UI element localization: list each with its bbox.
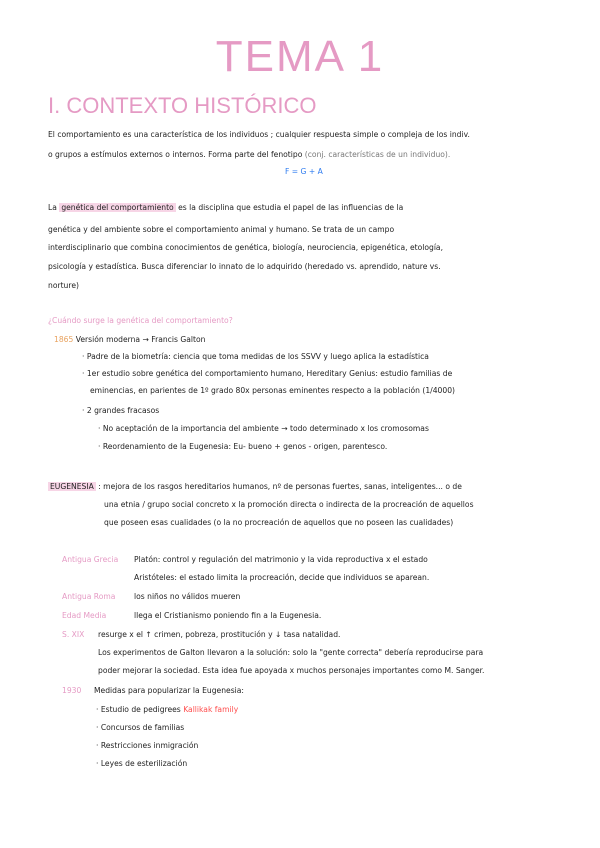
year-label: 1865 <box>54 335 74 344</box>
timeline-entry <box>54 335 205 344</box>
measure-text: Estudio de pedigrees <box>100 705 181 714</box>
entry-text: Versión moderna → Francis Galton <box>75 335 206 344</box>
paragraph-line <box>48 150 450 159</box>
era-label: 1930 <box>62 686 82 695</box>
paragraph-text: La <box>48 203 57 212</box>
measure-item <box>96 705 238 714</box>
highlighted-term: genética del comportamiento <box>61 203 174 212</box>
bullet-item: · Padre de la biometría: ciencia que toma medidas de los SSVV y luego aplica la estadística <box>82 352 429 361</box>
era-text: Platón: control y regulación del matrimonio y la vida reproductiva x el estado <box>134 555 428 564</box>
definition-line: una etnia / grupo social concreto x la promoción directa o indirecta de la procreación de aquellos <box>104 500 474 509</box>
era-label: S. XIX <box>62 630 85 639</box>
paragraph-line: norture) <box>48 281 79 290</box>
era-text: Aristóteles: el estado limita la procreación, decide que individuos se aparean. <box>134 573 430 582</box>
measure-extra: Kallikak family <box>183 705 239 714</box>
paragraph-text: es la disciplina que estudia el papel de las influencias de la <box>178 203 404 212</box>
measure-item: · Leyes de esterilización <box>96 759 187 768</box>
paragraph-line <box>48 203 403 212</box>
era-label: Antigua Roma <box>62 592 116 601</box>
paragraph-note: (conj. características de un individuo). <box>304 150 451 159</box>
paragraph-line: interdisciplinario que combina conocimientos de genética, biología, neurociencia, epigenética, etología, <box>48 243 444 252</box>
era-text: Medidas para popularizar la Eugenesia: <box>94 686 244 695</box>
era-label: Antigua Grecia <box>62 555 119 564</box>
bullet-item: · 2 grandes fracasos <box>82 406 159 415</box>
paragraph-line: El comportamiento es una característica de los individuos ; cualquier respuesta simple o compleja de los indiv. <box>48 130 470 139</box>
sub-bullet-item: · No aceptación de la importancia del ambiente → todo determinado x los cromosomas <box>98 424 429 433</box>
paragraph-text: o grupos a estímulos externos o internos. Forma parte del fenotipo <box>48 150 303 159</box>
formula: F = G + A <box>285 167 323 176</box>
bullet-item: · 1er estudio sobre genética del comportamiento humano, Hereditary Genius: estudio familias de <box>82 369 452 378</box>
era-text: los niños no válidos mueren <box>134 592 241 601</box>
era-text: poder mejorar la sociedad. Esta idea fue apoyada x muchos personajes importantes como M. Sanger. <box>98 666 485 675</box>
measure-item: · Concursos de familias <box>96 723 184 732</box>
era-text: resurge x el ↑ crimen, pobreza, prostitución y ↓ tasa natalidad. <box>98 630 341 639</box>
section-heading: I. CONTEXTO HISTÓRICO <box>48 93 317 118</box>
page-title: TEMA 1 <box>215 32 385 81</box>
section-question: ¿Cuándo surge la genética del comportamiento? <box>48 316 233 325</box>
definition-term: EUGENESIA <box>50 482 94 491</box>
paragraph-line: genética y del ambiente sobre el comportamiento animal y humano. Se trata de un campo <box>48 225 395 234</box>
definition-line <box>48 482 462 491</box>
sub-bullet-item: · Reordenamiento de la Eugenesia: Eu- bueno + genos - origen, parentesco. <box>98 442 387 451</box>
definition-text: : mejora de los rasgos hereditarios humanos, nº de personas fuertes, sanas, inteligentes... o de <box>98 482 462 491</box>
era-label: Edad Media <box>62 611 107 620</box>
definition-line: que poseen esas cualidades (o la no procreación de aquellos que no poseen las cualidades) <box>104 518 454 527</box>
era-text: Los experimentos de Galton llevaron a la solución: solo la "gente correcta" debería reproducirse para <box>98 648 484 657</box>
measure-item: · Restricciones inmigración <box>96 741 198 750</box>
era-text: llega el Cristianismo poniendo fin a la Eugenesia. <box>134 611 322 620</box>
bullet-item-cont: eminencias, en parientes de 1º grado 80x personas eminentes respecto a la población (1/4000) <box>90 386 456 395</box>
paragraph-line: psicología y estadística. Busca diferenciar lo innato de lo adquirido (heredado vs. aprendido, nature vs. <box>48 262 441 271</box>
